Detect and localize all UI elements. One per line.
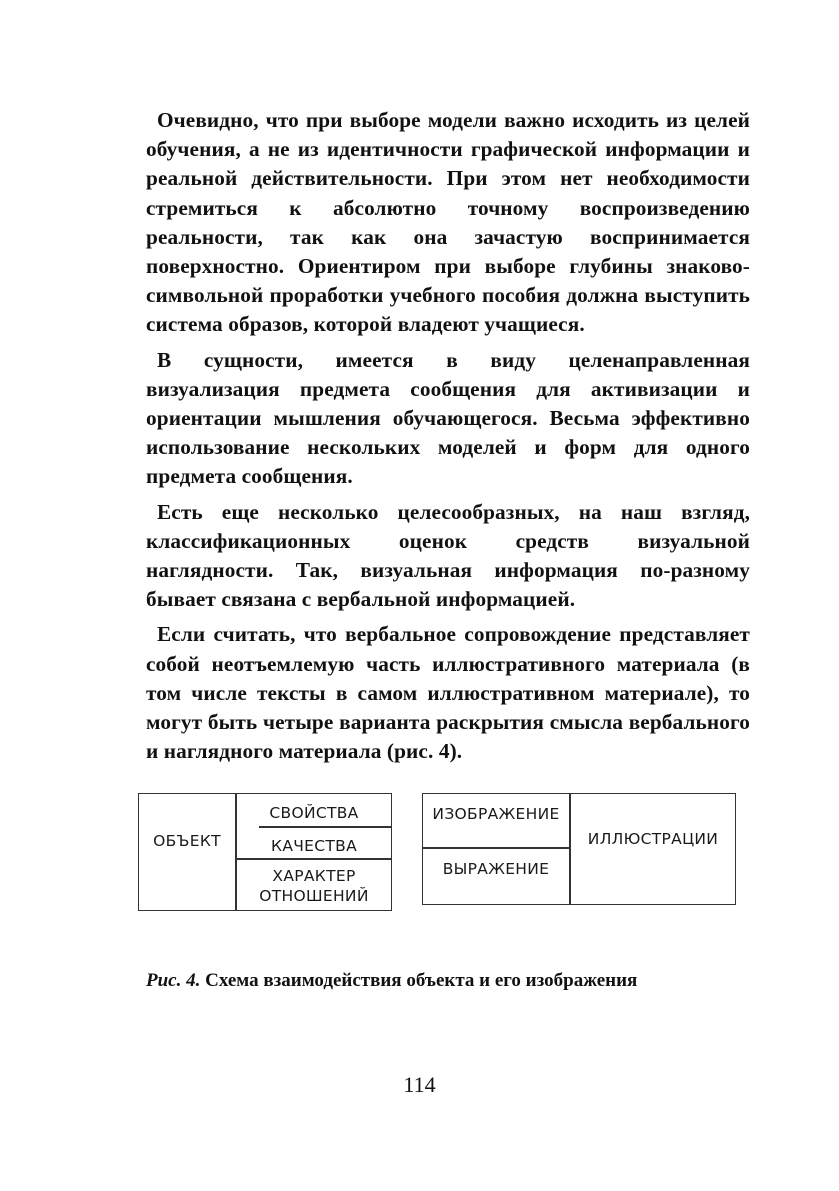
image-label: ИЗОБРАЖЕНИЕ	[432, 805, 560, 823]
properties-divider	[259, 826, 391, 828]
figure-caption	[146, 970, 750, 992]
figure-4-diagram	[138, 793, 738, 913]
figure-label: Рис. 4.	[146, 970, 201, 991]
relations-label	[237, 866, 391, 906]
object-label: ОБЪЕКТ	[153, 832, 221, 850]
relations-label-line2: ОТНОШЕНИЙ	[259, 887, 369, 905]
image-divider	[423, 847, 570, 849]
object-box	[138, 793, 392, 911]
expression-label: ВЫРАЖЕНИЕ	[442, 860, 550, 878]
body-text	[146, 106, 750, 772]
illustrations-label: ИЛЛЮСТРАЦИИ	[587, 830, 719, 848]
relations-label-line1: ХАРАКТЕР	[272, 867, 356, 885]
illustration-divider	[569, 794, 571, 904]
paragraph-1: Очевидно, что при выборе модели важно исходить из целей обучения, а не из идентичности графической информации и реальной действительности. При этом нет необходимости стремиться к абсолютно точному воспроизведению реальности, так как она зачастую воспринимается поверхностно. Ориентиром при выборе глубины знаково-символьной проработки учебного пособия должна выступить система образов, которой владеют учащиеся.	[146, 108, 750, 337]
illustration-box	[422, 793, 736, 905]
paragraph-4: Если считать, что вербальное сопровождение представляет собой неотъемлемую часть иллюстративного материала (в том числе тексты в самом иллюстративном материале), то могут быть четыре варианта раскрытия смысла вербального и наглядного материала (рис. 4).	[146, 622, 750, 764]
qualities-label: КАЧЕСТВА	[271, 837, 357, 855]
properties-label: СВОЙСТВА	[269, 804, 359, 822]
paragraph-3: Есть еще несколько целесообразных, на наш взгляд, классификационных оценок средств визуальной наглядности. Так, визуальная информация по-разному бывает связана с вербальной информацией.	[146, 499, 750, 612]
paragraph-2: В сущности, имеется в виду целенаправленная визуализация предмета сообщения для активизации и ориентации мышления обучающегося. Весьма эффективно использование нескольких моделей и форм для одного предмета сообщения.	[146, 347, 750, 489]
qualities-divider	[235, 858, 391, 860]
page-number: 114	[403, 1072, 436, 1097]
caption-text: Схема взаимодействия объекта и его изображения	[200, 970, 638, 991]
